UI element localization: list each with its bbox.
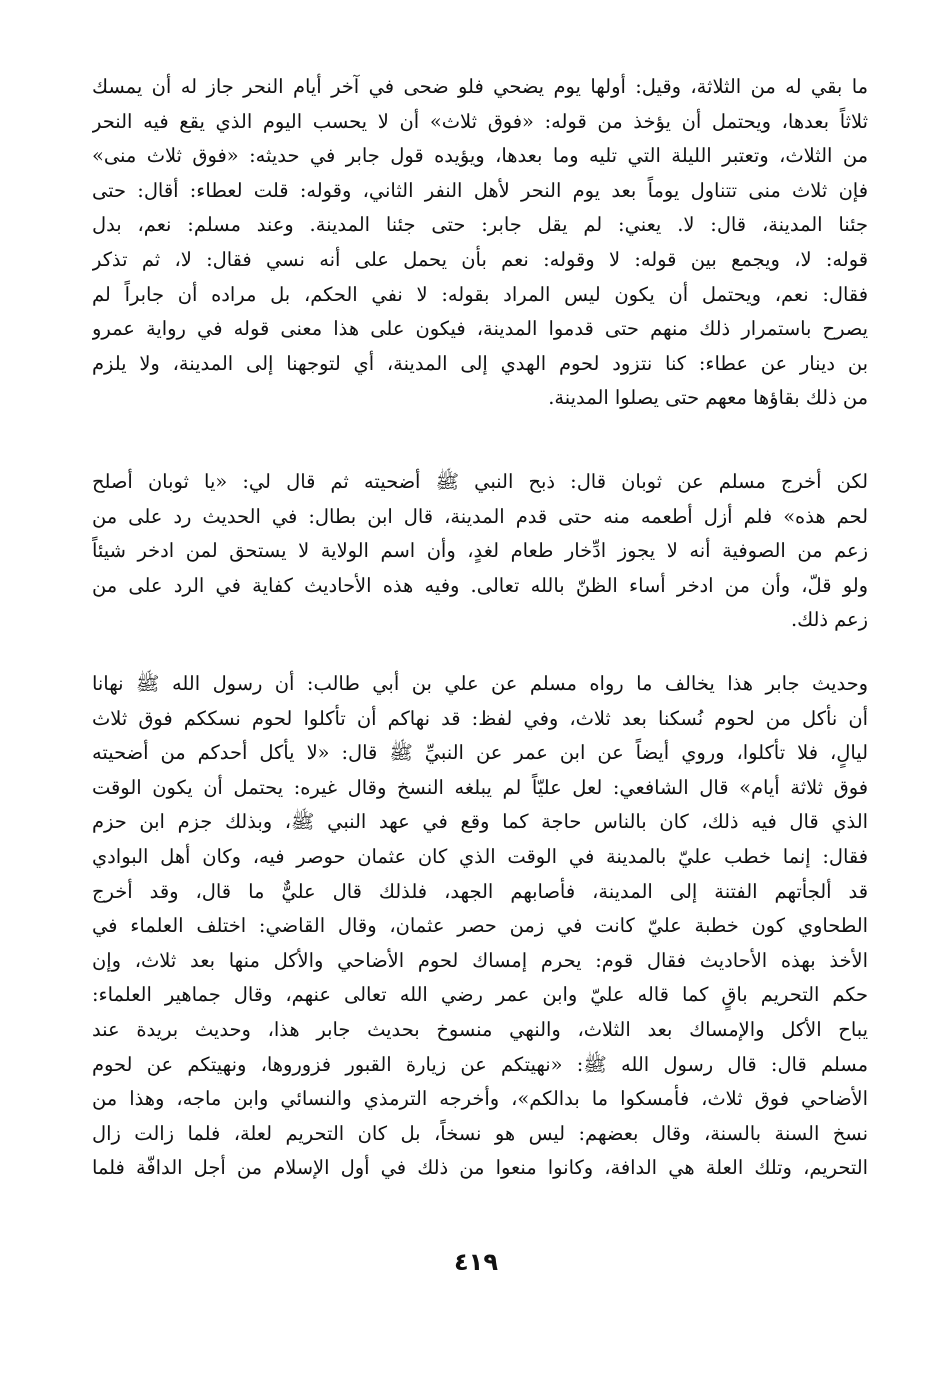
text-line: وحديث جابر هذا يخالف ما رواه مسلم عن علي بن أبي طالب: أن رسول الله ﷺ نهانا: [92, 672, 868, 695]
text-line: الذي قال فيه ذلك، كان بالناس حاجة كما وقع في عهد النبي ﷺ، وبذلك جزم ابن حزم: [92, 810, 868, 834]
text-line: بن دينار عن عطاء: كنا نتزود لحوم الهدي إلى المدينة، أي لتوجهنا إلى المدينة، ولا يلزم: [92, 351, 868, 375]
text-line: فقال: إنما خطب عليّ بالمدينة في الوقت الذي كان عثمان حوصر فيه، وكان أهل البوادي: [92, 844, 868, 868]
text-line: مسلم قال: قال رسول الله ﷺ: «نهيتكم عن زيارة القبور فزوروها، ونهيتكم عن لحوم: [92, 1052, 868, 1076]
text-line: زعم ذلك.: [790, 608, 868, 632]
text-line: من ذلك بقاؤها معهم حتى يصلوا المدينة.: [548, 386, 868, 410]
text-line: فوق ثلاثة أيام» قال الشافعي: لعل عليّاً لم يبلغه النسخ وقال غيره: يحتمل أن يكون الوقت: [92, 775, 868, 799]
text-line: من الثلاث، وتعتبر الليلة التي تليه وما بعدها، ويؤيده قول جابر في حديثه: «فوق ثلاث منى»: [92, 144, 868, 168]
text-line: قد ألجأتهم الفتنة إلى المدينة، فأصابهم الجهد، فلذلك قال عليٌّ ما قال، وقد أخرج: [92, 879, 868, 903]
text-line: ما بقي له من الثلاثة، وقيل: أولها يوم يضحي فلو ضحى في آخر أيام النحر جاز له أن يمسك: [92, 75, 868, 98]
text-line: ثلاثاً بعدها، ويحتمل أن يؤخذ من قوله: «فوق ثلاث» أن لا يحسب اليوم الذي يقع فيه النحر: [92, 109, 868, 133]
text-line: يصرح باستمرار ذلك منهم حتى قدموا المدينة، فيكون على هذا معنى قوله في رواية عمرو: [92, 317, 868, 341]
text-line: نسخ السنة بالسنة، وقال بعضهم: ليس هو نسخاً، بل كان التحريم لعلة، فلما زالت زال: [92, 1121, 868, 1145]
text-line: لكن أخرج مسلم عن ثوبان قال: ذبح النبي ﷺ أضحيته ثم قال لي: «يا ثوبان أصلح: [92, 470, 868, 493]
text-line: فقال: نعم، ويحتمل أن يكون ليس المراد بقوله: لا نفي الحكم، بل مراده أن جابراً لم: [92, 282, 868, 306]
text-line: فإن ثلاث منى تتناول يوماً بعد يوم النحر لأهل النفر الثاني، وقوله: قلت لعطاء: أقال: حتى: [92, 178, 868, 202]
text-line: الأضاحي فوق ثلاث، فأمسكوا ما بدالكم»، وأخرجه الترمذي والنسائي وابن ماجه، وهذا من: [92, 1087, 868, 1111]
paragraph-1: [92, 70, 868, 416]
text-line: جئنا المدينة، قال: لا. يعني: لم يقل جابر: حتى جئنا المدينة. وعند مسلم: نعم، بدل: [92, 213, 868, 237]
text-line: الطحاوي كون خطبة عليّ كانت في زمن حصر عثمان، وقال القاضي: اختلف العلماء في: [92, 914, 868, 938]
paragraph-2: [92, 465, 868, 638]
text-line: التحريم، وتلك العلة هي الدافة، وكانوا منعوا من ذلك في أول الإسلام من أجل الدافّة فلما: [92, 1156, 868, 1180]
text-line: ليالٍ، فلا تأكلوا، وروي أيضاً عن ابن عمر عن النبيِّ ﷺ قال: «لا يأكل أحدكم من أضحيته: [92, 741, 868, 765]
text-line: الأخذ بهذه الأحاديث فقال قوم: يحرم إمساك لحوم الأضاحي والأكل منها بعد ثلاث، وإن: [92, 948, 868, 972]
text-line: حكم التحريم باقٍ كما قاله عليّ وابن عمر رضي الله تعالى عنهم، وقال جماهير العلماء:: [92, 983, 868, 1007]
text-line: يباح الأكل والإمساك بعد الثلاث، والنهي منسوخ بحديث جابر هذا، وحديث بريدة عند: [92, 1017, 868, 1041]
text-line: زعم من الصوفية أنه لا يجوز ادِّخار طعام لغدٍ، وأن اسم الولاية لا يستحق لمن ادخر شيئاً: [92, 539, 868, 563]
text-line: ولو قلّ، وأن من ادخر أساء الظنّ بالله تعالى. وفيه هذه الأحاديث كفاية في الرد على من: [92, 573, 868, 597]
paragraph-3: [92, 667, 868, 1186]
text-line: قوله: لا، ويجمع بين قوله: لا وقوله: نعم بأن يحمل على أنه نسي فقال: لا، ثم تذكر: [92, 247, 868, 271]
text-line: أن نأكل من لحوم نُسكنا بعد ثلاث، وفي لفظ: قد نهاكم أن تأكلوا لحوم نسككم فوق ثلاث: [92, 706, 868, 730]
page-number: ٤١٩: [454, 1248, 498, 1276]
text-line: لحم هذه» فلم أزل أطعمه منه حتى قدم المدينة، قال ابن بطال: في الحديث رد على من: [92, 504, 868, 528]
